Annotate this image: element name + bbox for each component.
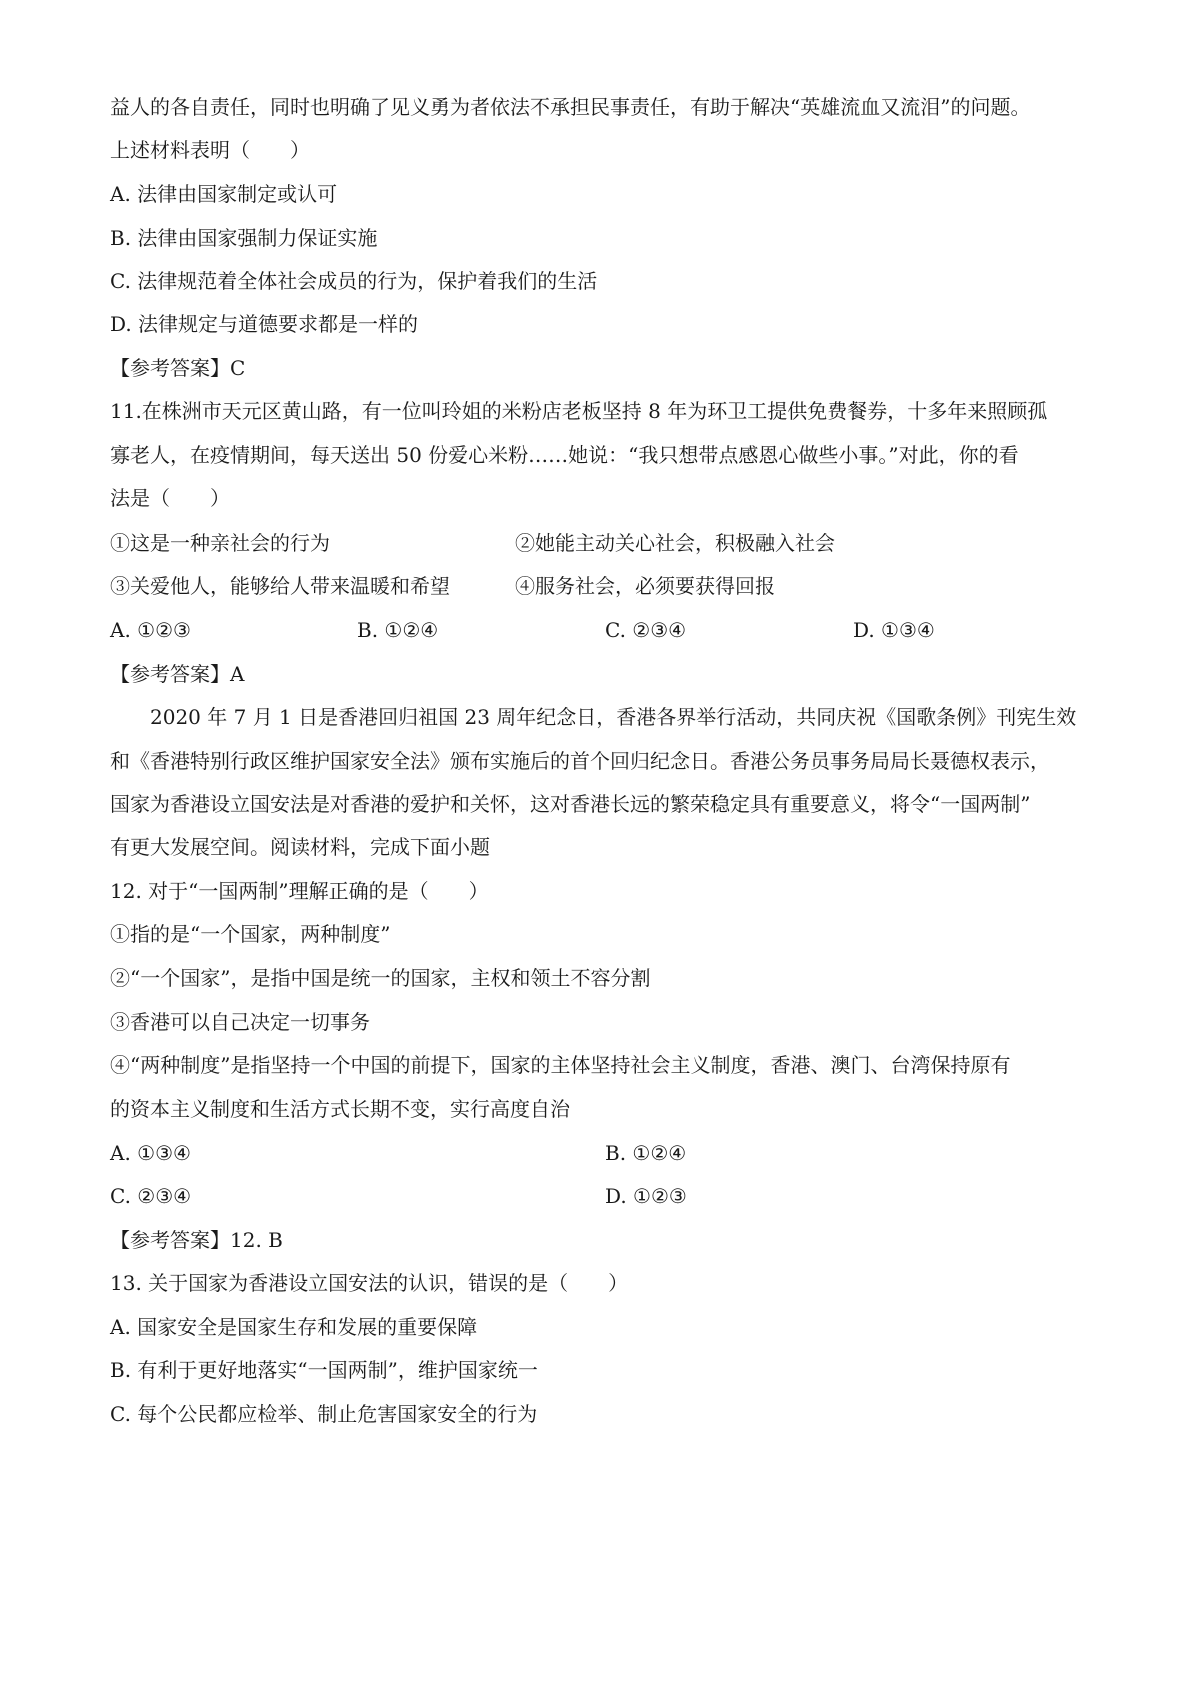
answer-label: 【参考答案】A xyxy=(110,662,245,686)
option-a: A. 国家安全是国家生存和发展的重要保障 xyxy=(110,1315,478,1339)
text-line: 益人的各自责任，同时也明确了见义勇为者依法不承担民事责任，有助于解决“英雄流血又流泪”的问题。 xyxy=(110,95,1031,119)
statement-2: ②“一个国家”，是指中国是统一的国家，主权和领土不容分割 xyxy=(110,966,651,990)
option-a: A. 法律由国家制定或认可 xyxy=(110,182,338,206)
statement-row xyxy=(110,529,330,557)
option-a: A. ①②③ xyxy=(110,618,191,642)
option-c: C. ②③④ xyxy=(605,618,687,642)
statement-4: ④“两种制度”是指坚持一个中国的前提下，国家的主体坚持社会主义制度，香港、澳门、台湾保持原有 xyxy=(110,1053,1011,1077)
answer-label: 【参考答案】C xyxy=(110,356,246,380)
statement-1: ①这是一种亲社会的行为 xyxy=(110,531,330,555)
option-d: D. ①③④ xyxy=(853,618,935,642)
option-b: B. ①②④ xyxy=(357,618,439,642)
option-d: D. 法律规定与道德要求都是一样的 xyxy=(110,312,419,336)
question-stem: 11.在株洲市天元区黄山路，有一位叫玲姐的米粉店老板坚持 8 年为环卫工提供免费餐券，十多年来照顾孤 xyxy=(110,399,1048,423)
statement-4-cont: 的资本主义制度和生活方式长期不变，实行高度自治 xyxy=(110,1097,570,1121)
passage-line: 和《香港特别行政区维护国家安全法》颁布实施后的首个回归纪念日。香港公务员事务局局长聂德权表示， xyxy=(110,749,1050,773)
option-c: C. ②③④ xyxy=(110,1184,192,1208)
passage-line: 有更大发展空间。阅读材料，完成下面小题 xyxy=(110,835,490,859)
statement-3: ③香港可以自己决定一切事务 xyxy=(110,1010,370,1034)
passage-line: 2020 年 7 月 1 日是香港回归祖国 23 周年纪念日，香港各界举行活动，共同庆祝《国歌条例》刊宪生效 xyxy=(110,705,1077,729)
question-stem: 13. 关于国家为香港设立国安法的认识，错误的是（ ） xyxy=(110,1271,629,1295)
statement-3: ③关爱他人，能够给人带来温暖和希望 xyxy=(110,574,450,598)
question-prompt: 上述材料表明（ ） xyxy=(110,138,310,162)
question-stem: 法是（ ） xyxy=(110,486,230,510)
option-b: B. 有利于更好地落实“一国两制”，维护国家统一 xyxy=(110,1358,538,1382)
statement-2: ②她能主动关心社会，积极融入社会 xyxy=(515,531,835,555)
passage-line: 国家为香港设立国安法是对香港的爱护和关怀，这对香港长远的繁荣稳定具有重要意义，将令“一国两制” xyxy=(110,792,1031,816)
option-b: B. 法律由国家强制力保证实施 xyxy=(110,226,378,250)
option-c: C. 每个公民都应检举、制止危害国家安全的行为 xyxy=(110,1402,538,1426)
question-stem: 12. 对于“一国两制”理解正确的是（ ） xyxy=(110,879,489,903)
question-stem: 寡老人，在疫情期间，每天送出 50 份爱心米粉……她说：“我只想带点感恩心做些小事。”对此，你的看 xyxy=(110,443,1019,467)
answer-label: 【参考答案】12. B xyxy=(110,1228,283,1252)
option-b: B. ①②④ xyxy=(605,1141,687,1165)
option-c: C. 法律规范着全体社会成员的行为，保护着我们的生活 xyxy=(110,269,598,293)
statement-4: ④服务社会，必须要获得回报 xyxy=(515,574,775,598)
option-d: D. ①②③ xyxy=(605,1184,687,1208)
statement-1: ①指的是“一个国家，两种制度” xyxy=(110,922,391,946)
option-a: A. ①③④ xyxy=(110,1141,191,1165)
